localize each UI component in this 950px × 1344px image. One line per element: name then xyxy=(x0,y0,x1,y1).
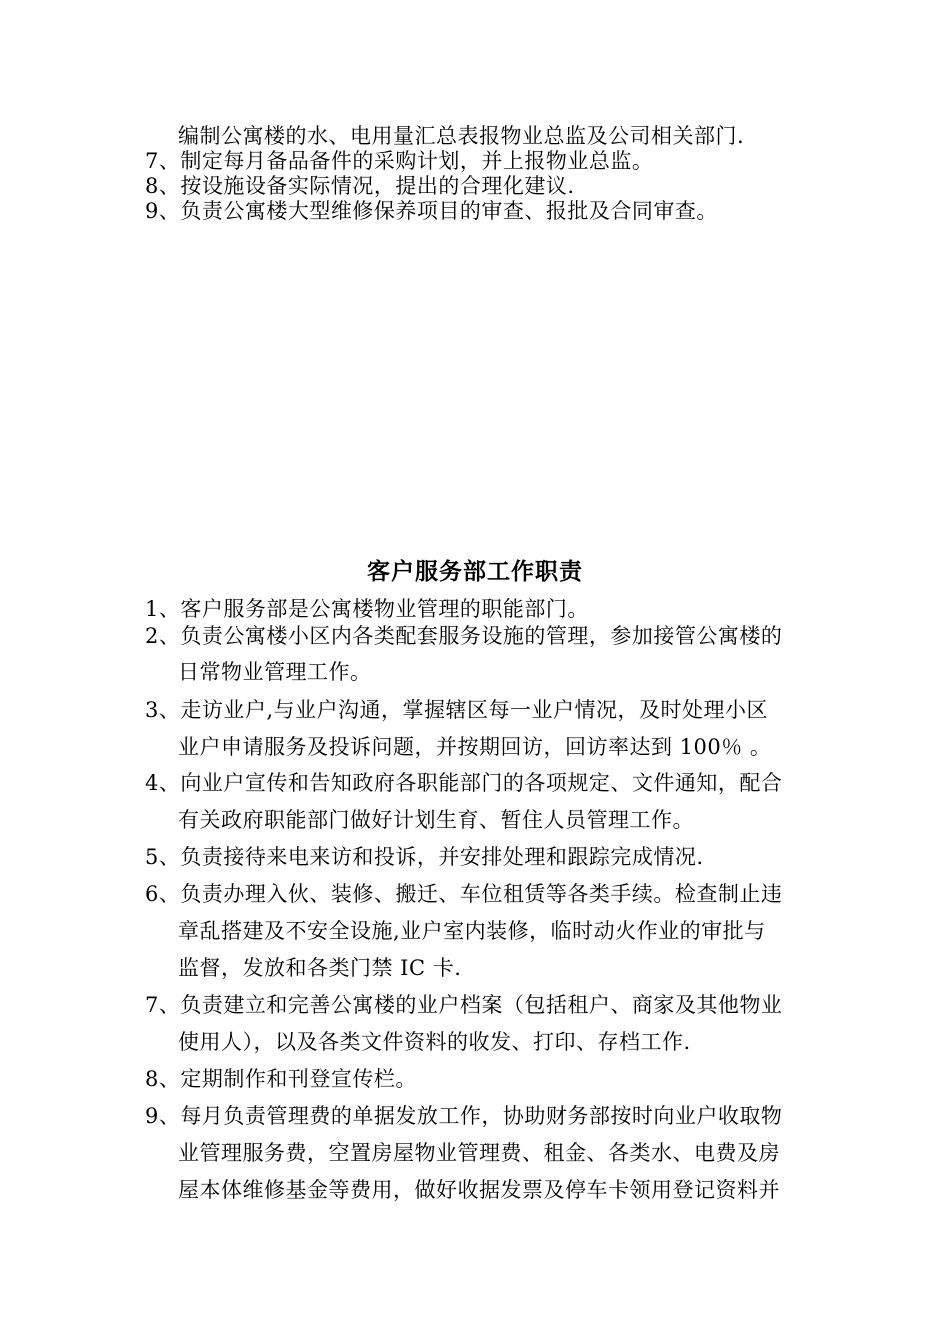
item-text: 定期制作和刊登宣传栏。 xyxy=(180,1067,417,1091)
item-number: 7、 xyxy=(145,993,181,1017)
item-text: 负责建立和完善公寓楼的业户档案（包括租户、商家及其他物业 xyxy=(180,993,783,1017)
item-text: 向业户宣传和告知政府各职能部门的各项规定、文件通知，配合 xyxy=(180,771,783,795)
item-number: 6、 xyxy=(145,882,181,906)
list-item xyxy=(145,882,782,906)
item-continuation: 监督，发放和各类门禁 IC 卡. xyxy=(178,956,462,980)
list-item xyxy=(145,597,589,621)
item-continuation: 业户申请服务及投诉问题，并按期回访，回访率达到 100％ 。 xyxy=(178,735,772,759)
item-text: 按设施设备实际情况，提出的合理化建议. xyxy=(180,174,575,198)
list-item xyxy=(145,771,782,795)
item-number: 9、 xyxy=(145,1104,181,1128)
item-continuation: 使用人），以及各类文件资料的收发、打印、存档工作. xyxy=(178,1030,691,1054)
item-continuation: 业管理服务费，空置房屋物业管理费、租金、各类水、电费及房 xyxy=(178,1141,780,1165)
item-number: 4、 xyxy=(145,771,181,795)
item-number: 5、 xyxy=(145,845,181,869)
item-text: 每月负责管理费的单据发放工作，协助财务部按时向业户收取物 xyxy=(180,1104,783,1128)
item-text: 走访业户,与业户沟通，掌握辖区每一业户情况，及时处理小区 xyxy=(180,698,769,722)
item-text: 负责办理入伙、装修、搬迁、车位租赁等各类手续。检查制止违 xyxy=(180,882,783,906)
item-continuation: 章乱搭建及不安全设施,业户室内装修，临时动火作业的审批与 xyxy=(178,919,766,943)
item-continuation: 有关政府职能部门做好计划生育、暂住人员管理工作。 xyxy=(178,808,694,832)
list-item xyxy=(145,149,653,173)
item-number: 8、 xyxy=(145,1067,181,1091)
list-item xyxy=(145,199,718,223)
item-text: 客户服务部是公寓楼物业管理的职能部门。 xyxy=(180,597,589,621)
list-item xyxy=(145,174,575,198)
list-item xyxy=(145,1104,782,1128)
list-item xyxy=(145,624,782,648)
continuation-line xyxy=(178,124,744,148)
list-item xyxy=(145,698,768,722)
item-text: 负责公寓楼大型维修保养项目的审查、报批及合同审查。 xyxy=(180,199,718,223)
item-number: 8、 xyxy=(145,174,181,198)
item-text: 负责公寓楼小区内各类配套服务设施的管理，参加接管公寓楼的 xyxy=(180,624,783,648)
item-number: 3、 xyxy=(145,698,181,722)
item-number: 1、 xyxy=(145,597,181,621)
item-text: 负责接待来电来访和投诉，并安排处理和跟踪完成情况. xyxy=(180,845,704,869)
item-text: 制定每月备品备件的采购计划，并上报物业总监。 xyxy=(180,149,654,173)
list-item xyxy=(145,993,782,1017)
list-item xyxy=(145,1067,417,1091)
continuation-text: 编制公寓楼的水、电用量汇总表报物业总监及公司相关部门. xyxy=(178,124,745,148)
item-number: 2、 xyxy=(145,624,181,648)
item-continuation: 屋本体维修基金等费用，做好收据发票及停车卡领用登记资料并 xyxy=(178,1178,780,1202)
item-number: 7、 xyxy=(145,149,181,173)
section-title: 客户服务部工作职责 xyxy=(367,558,583,585)
item-number: 9、 xyxy=(145,199,181,223)
item-continuation: 日常物业管理工作。 xyxy=(178,660,372,684)
list-item xyxy=(145,845,704,869)
